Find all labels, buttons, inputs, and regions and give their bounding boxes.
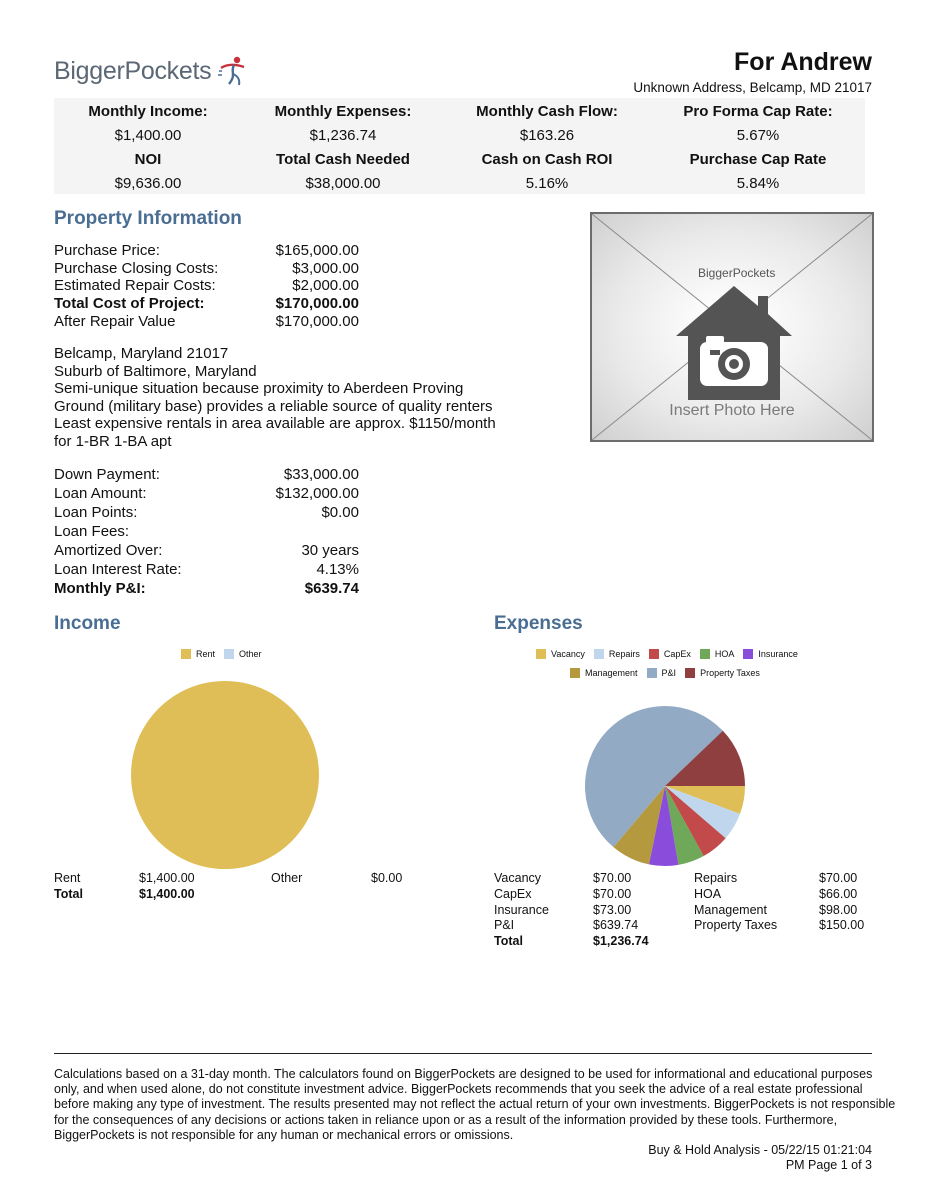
amortized-row [54,542,359,560]
repair-costs-value: $2,000.00 [292,277,359,294]
logo-text: BiggerPockets [54,56,212,85]
exp-taxes-label: Property Taxes [694,918,778,932]
expenses-legend-row1 [536,649,798,659]
exp-repairs-value: $70.00 [819,871,858,885]
monthly-income-value: $1,400.00 [114,127,182,144]
brand-logo [54,52,247,90]
exp-hoa-value: $66.00 [819,887,858,901]
loan-amount-value: $132,000.00 [275,485,359,502]
exp-capex-value: $70.00 [593,887,632,901]
arv-row [54,313,359,331]
loan-fees-label: Loan Fees: [54,523,130,540]
interest-rate-value: 4.13% [316,561,359,578]
disclaimer-line: only, and when used alone, do not constitute investment advice. BiggerPockets recommends that you seek the advice of a real estate professional [54,1082,863,1097]
total-cost-row [54,295,359,313]
legend-label-insurance: Insurance [758,649,798,659]
purchase-cap-value: 5.84% [736,175,780,192]
income-legend [181,649,262,659]
exp-capex-label: CapEx [494,887,532,901]
noi-value: $9,636.00 [114,175,182,192]
total-cash-label: Total Cash Needed [276,151,410,168]
photo-brand-logo: BiggerPockets [698,266,776,280]
legend-swatch-rent [181,649,191,659]
loan-points-row [54,504,359,522]
monthly-income-label: Monthly Income: [88,103,208,120]
purchase-price-value: $165,000.00 [275,242,359,259]
disclaimer-line: Calculations based on a 31-day month. The calculators found on BiggerPockets are designed to be used for informational and educational purposes [54,1067,873,1081]
arv-label: After Repair Value [54,313,176,330]
exp-vacancy-value: $70.00 [593,871,632,885]
insert-photo-caption: Insert Photo Here [669,402,795,419]
disclaimer-line: before making any type of investment. The results presented may not reflect the actual return of your own investments. BiggerPockets is not responsible [54,1097,896,1112]
total-cost-value: $170,000.00 [275,295,359,312]
property-address: Unknown Address, Belcamp, MD 21017 [633,80,872,95]
income-total-value: $1,400.00 [139,887,195,901]
down-payment-value: $33,000.00 [283,466,359,483]
description-line: Ground (military base) provides a reliable source of quality renters [54,397,493,415]
loan-amount-row [54,485,359,503]
noi-label: NOI [134,151,162,168]
legend-swatch-property-taxes [685,668,695,678]
description-line: Least expensive rentals in area available are approx. $1150/month [54,415,496,432]
monthly-pi-row [54,580,359,598]
income-rent-value: $1,400.00 [139,871,195,885]
pie-slice-rent [131,681,319,869]
income-rent-label: Rent [54,871,81,885]
legend-label-pi: P&I [661,668,677,678]
house-camera-icon [676,286,792,400]
repair-costs-label: Estimated Repair Costs: [54,277,216,294]
analysis-timestamp: Buy & Hold Analysis - 05/22/15 01:21:04 [648,1143,872,1157]
repair-costs-row [54,277,359,295]
monthly-pi-value: $639.74 [304,580,359,597]
expenses-pie-chart [584,705,746,867]
exp-total-value: $1,236.74 [593,934,649,948]
exp-taxes-value: $150.00 [819,918,865,932]
legend-label-capex: CapEx [663,649,691,659]
total-cash-value: $38,000.00 [305,175,381,192]
exp-insurance-value: $73.00 [593,903,632,917]
purchase-price-row [54,242,359,260]
disclaimer-line: BiggerPockets is not responsible for any human or mechanical errors or omissions. [54,1127,514,1142]
summary-box [54,98,865,194]
legend-label-hoa: HOA [714,649,735,659]
exp-repairs-label: Repairs [694,871,738,885]
income-heading: Income [54,613,121,634]
amortized-value: 30 years [301,542,359,559]
monthly-expenses-label: Monthly Expenses: [274,103,412,120]
exp-insurance-label: Insurance [494,903,549,917]
monthly-pi-label: Monthly P&I: [54,580,146,597]
income-pie-chart [130,680,320,870]
loan-points-label: Loan Points: [54,504,138,521]
monthly-expenses-value: $1,236.74 [309,127,377,144]
purchase-cap-label: Purchase Cap Rate [689,151,827,168]
pro-forma-cap-value: 5.67% [736,127,780,144]
amortized-label: Amortized Over: [54,542,163,559]
description-line: Suburb of Baltimore, Maryland [54,362,257,380]
footer-divider [54,1053,872,1054]
down-payment-row [54,466,359,484]
exp-management-label: Management [694,903,767,917]
interest-rate-row [54,561,359,579]
description-line: Semi-unique situation because proximity to Aberdeen Proving [54,380,464,397]
property-photo-placeholder[interactable] [590,212,874,442]
description-line: for 1-BR 1-BA apt [54,432,172,450]
legend-label-management: Management [585,668,638,678]
loan-fees-row [54,523,359,541]
legend-label-repairs: Repairs [608,649,640,659]
closing-costs-value: $3,000.00 [292,260,359,277]
closing-costs-label: Purchase Closing Costs: [54,260,219,277]
arv-value: $170,000.00 [275,313,359,330]
expenses-heading: Expenses [494,613,583,634]
exp-pi-label: P&I [494,918,515,932]
coc-value: 5.16% [525,175,569,192]
legend-label-vacancy: Vacancy [551,649,585,659]
legend-swatch-hoa [700,649,710,659]
exp-pi-value: $639.74 [593,918,639,932]
interest-rate-label: Loan Interest Rate: [54,561,182,578]
exp-vacancy-label: Vacancy [494,871,542,885]
legend-swatch-capex [649,649,659,659]
legend-swatch-vacancy [536,649,546,659]
monthly-cash-flow-label: Monthly Cash Flow: [476,103,618,120]
legend-label-rent: Rent [196,649,216,659]
property-description [54,345,514,450]
logo-figure-icon [217,54,247,88]
exp-total-label: Total [494,934,523,948]
income-other-value: $0.00 [371,871,403,885]
report-title: For Andrew [734,48,872,76]
down-payment-label: Down Payment: [54,466,160,483]
exp-hoa-label: HOA [694,887,722,901]
purchase-price-label: Purchase Price: [54,242,160,259]
coc-label: Cash on Cash ROI [481,151,613,168]
legend-swatch-other [224,649,234,659]
total-cost-label: Total Cost of Project: [54,295,205,312]
income-total-label: Total [54,887,83,901]
pro-forma-cap-label: Pro Forma Cap Rate: [683,103,833,120]
property-info-heading: Property Information [54,208,242,229]
loan-points-value: $0.00 [321,504,359,521]
disclaimer-text [54,1067,896,1143]
legend-swatch-insurance [743,649,753,659]
closing-costs-row [54,260,359,278]
legend-swatch-repairs [594,649,604,659]
page-number: PM Page 1 of 3 [785,1158,872,1172]
disclaimer-line: for the consequences of any decisions or actions taken in reliance upon or as a result of the information provided by these tools. Furthermore, [54,1112,838,1127]
monthly-cash-flow-value: $163.26 [519,127,575,144]
description-line: Belcamp, Maryland 21017 [54,345,229,362]
exp-management-value: $98.00 [819,903,858,917]
loan-amount-label: Loan Amount: [54,485,147,502]
legend-swatch-pi [647,668,657,678]
expenses-legend-row2 [570,668,760,678]
legend-swatch-management [570,668,580,678]
legend-label-other: Other [239,649,262,659]
legend-label-property-taxes: Property Taxes [700,668,760,678]
income-other-label: Other [271,871,303,885]
